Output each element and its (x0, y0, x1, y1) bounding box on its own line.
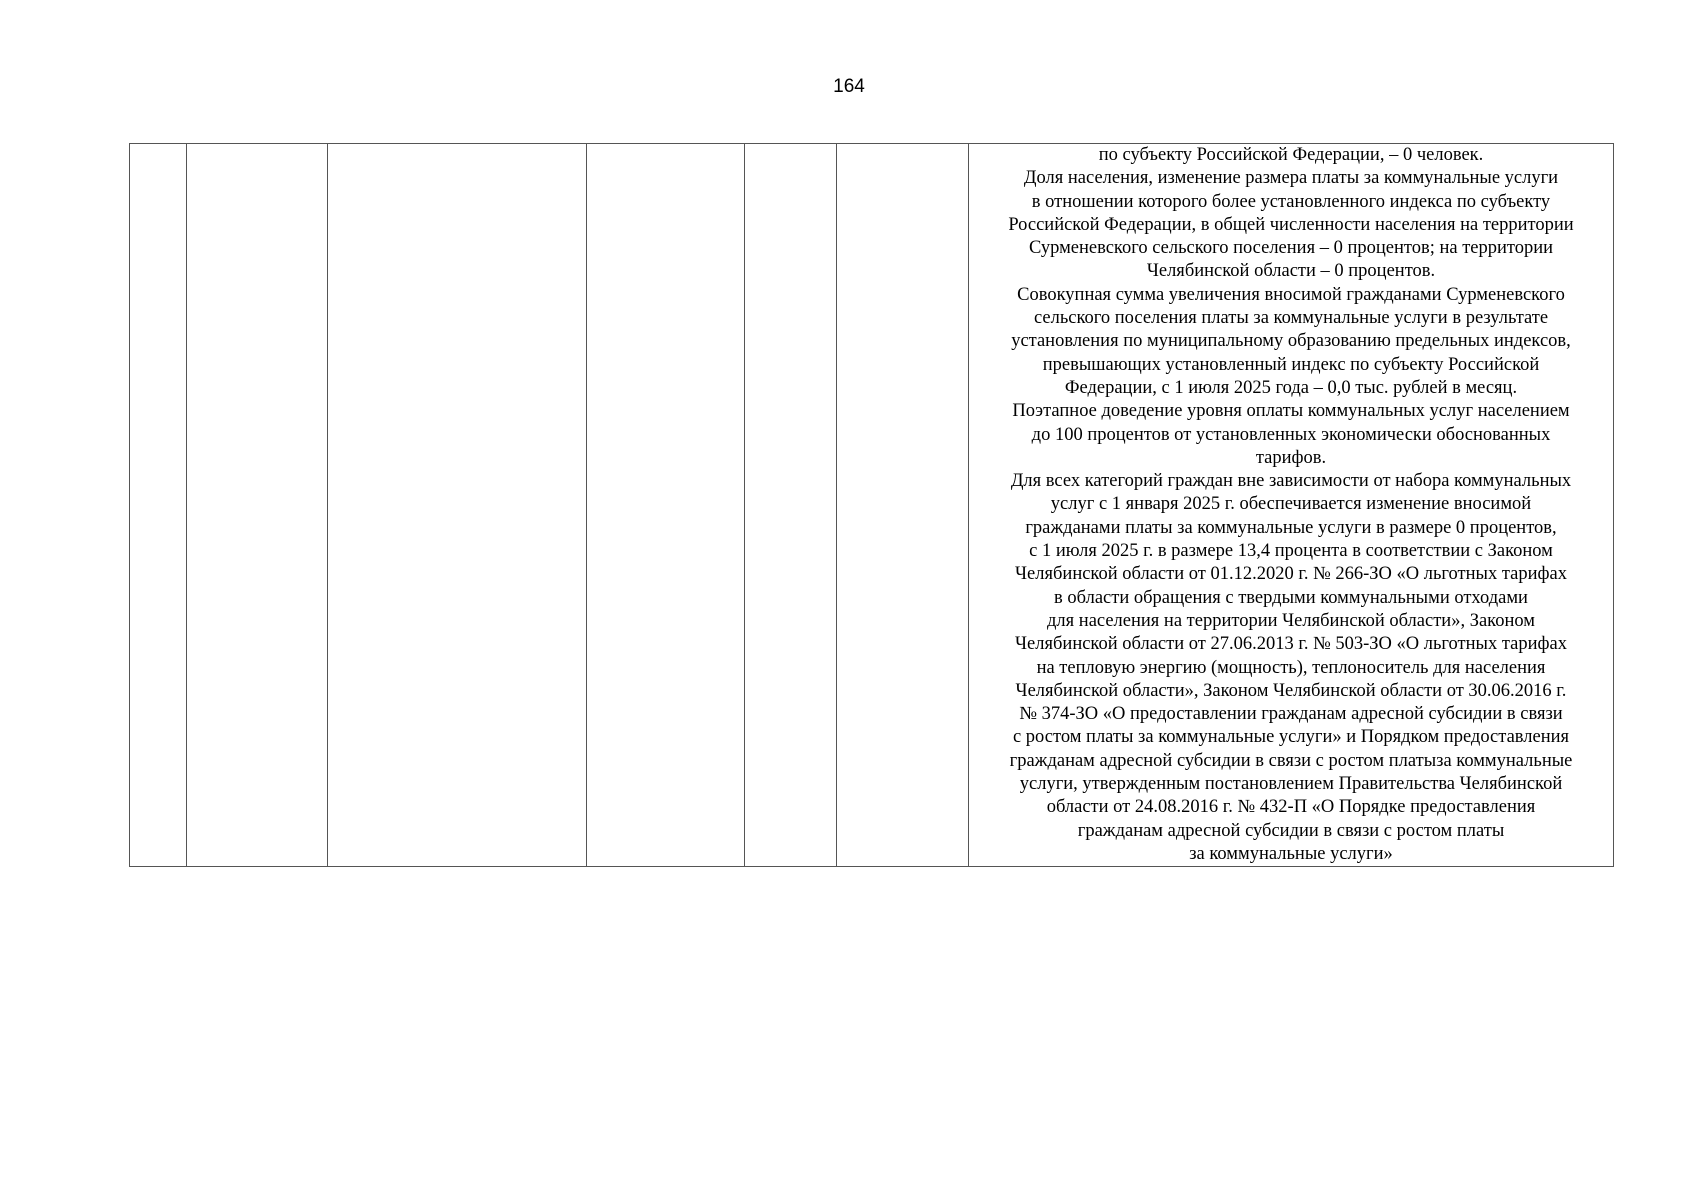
table-cell-col-2 (187, 144, 328, 867)
paragraph-gradual-payment: Поэтапное доведение уровня оплаты коммунальных услуг населением до 100 процентов от установленных экономически обоснованных тарифов. (1012, 401, 1570, 468)
document-table (129, 143, 1614, 867)
table-cell-description (969, 144, 1614, 867)
table-cell-col-6 (837, 144, 969, 867)
table-row (130, 144, 1614, 867)
paragraph-total-increase: Совокупная сумма увеличения вносимой гражданами Сурменевского сельского поселения платы за коммунальные услуги в результате установления по муниципальному образованию предельных индексов, превышающих установленный индекс по субъекту Российской Федерации, с 1 июля 2025 года – 0,0 тыс. рублей в месяц. (1011, 284, 1571, 398)
table-cell-col-1 (130, 144, 187, 867)
table-cell-col-4 (587, 144, 745, 867)
paragraph-population-share: Доля населения, изменение размера платы за коммунальные услуги в отношении которого более установленного индекса по субъекту Российской Федерации, в общей численности населения на территории Сурменевского сельского поселения – 0 процентов; на территории Челябинской области – 0 процентов. (1008, 168, 1574, 282)
paragraph-residents-count: по субъекту Российской Федерации, – 0 человек. (1098, 145, 1484, 165)
table-cell-col-5 (745, 144, 837, 867)
paragraph-all-categories: Для всех категорий граждан вне зависимости от набора коммунальных услуг с 1 января 2025 г. обеспечивается изменение вносимой гражданами платы за коммунальные услуги в размере 0 процентов, с 1 июля 2025 г. в размере 13,4 процента в соответствии с Законом Челябинской области от 01.12.2020 г. № 266-ЗО «О льготных тарифах в области обращения с твердыми коммунальными отходами для населения на территории Челябинской области», Законом Челябинской области от 27.06.2013 г. № 503-ЗО «О льготных тарифах на тепловую энергию (мощность), теплоноситель для населения Челябинской области», Законом Челябинской области от 30.06.2016 г. № 374-ЗО «О предоставлении гражданам адресной субсидии в связи с ростом платы за коммунальные услуги» и Порядком предоставления гражданам адресной субсидии в связи с ростом платыза коммунальные услуги, утвержденным постановлением Правительства Челябинской области от 24.08.2016 г. № 432-П «О Порядке предоставления гражданам адресной субсидии в связи с ростом платы за коммунальные услуги» (1009, 471, 1573, 864)
table-cell-col-3 (328, 144, 587, 867)
page-number: 164 (833, 76, 865, 97)
